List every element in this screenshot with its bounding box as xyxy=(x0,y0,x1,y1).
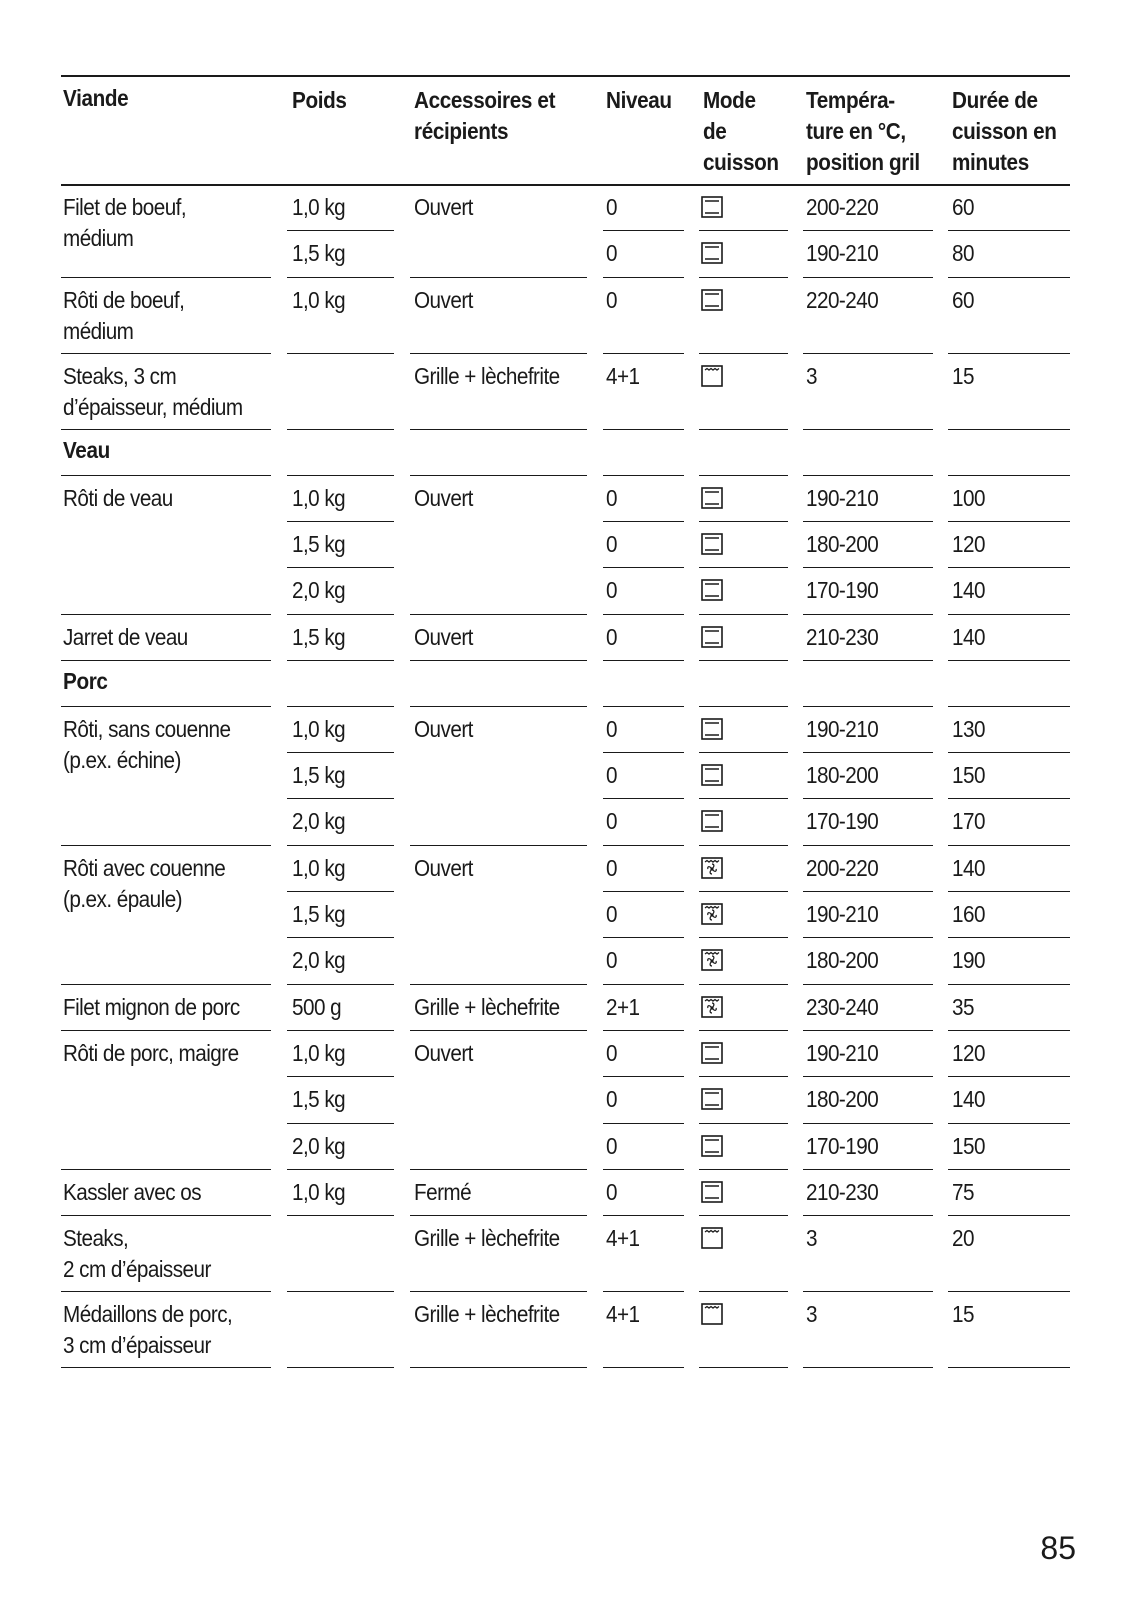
sub-row-divider xyxy=(699,1123,788,1124)
sub-row-divider xyxy=(287,521,394,522)
duration-value: 100 xyxy=(952,484,985,511)
sub-row-divider xyxy=(287,798,394,799)
food-name: médium xyxy=(63,225,134,251)
weight-value: 1,0 kg xyxy=(292,854,346,881)
header-mode: Mode xyxy=(703,87,756,113)
sub-row-divider xyxy=(287,891,394,892)
sub-row-divider xyxy=(803,937,933,938)
header-niveau: Niveau xyxy=(606,87,672,113)
section-divider xyxy=(948,706,1070,707)
temperature-value: 3 xyxy=(806,1225,817,1252)
temperature-value: 220-240 xyxy=(806,286,879,313)
temperature-value: 190-210 xyxy=(806,715,879,742)
section-divider xyxy=(410,475,587,476)
duration-value: 120 xyxy=(952,530,985,557)
weight-value: 1,5 kg xyxy=(292,901,346,927)
sub-row-divider xyxy=(803,1123,933,1124)
sub-row-divider xyxy=(287,1076,394,1077)
duration-value: 15 xyxy=(952,1301,974,1328)
row-divider xyxy=(948,277,1070,278)
fan-grill-icon xyxy=(701,857,723,879)
sub-row-divider xyxy=(803,567,933,568)
temperature-value: 170-190 xyxy=(806,808,879,835)
sub-row-divider xyxy=(699,937,788,938)
section-divider xyxy=(803,706,933,707)
sub-row-divider xyxy=(948,230,1070,231)
food-name: Filet mignon de porc xyxy=(63,993,240,1020)
row-divider xyxy=(410,660,587,661)
sub-row-divider xyxy=(948,891,1070,892)
food-name: d’épaisseur, médium xyxy=(63,393,243,420)
temperature-value: 190-210 xyxy=(806,1039,879,1066)
section-divider xyxy=(699,475,788,476)
row-divider xyxy=(287,353,394,354)
row-divider xyxy=(287,845,394,846)
row-divider xyxy=(603,1291,684,1292)
food-name: Rôti, sans couenne xyxy=(63,715,231,742)
conventional-heat-icon xyxy=(701,242,723,264)
sub-row-divider xyxy=(603,230,684,231)
level-value: 0 xyxy=(606,808,617,835)
weight-value: 1,5 kg xyxy=(292,1086,346,1113)
section-divider xyxy=(61,475,271,476)
row-divider xyxy=(410,1367,587,1368)
duration-value: 140 xyxy=(952,577,985,604)
section-divider xyxy=(603,475,684,476)
row-divider xyxy=(287,614,394,615)
weight-value: 1,5 kg xyxy=(292,623,346,650)
row-divider xyxy=(803,1030,933,1031)
temperature-value: 200-220 xyxy=(806,854,879,881)
sub-row-divider xyxy=(603,1076,684,1077)
section-label: Veau xyxy=(63,436,110,463)
accessory-value: Grille + lèchefrite xyxy=(414,993,560,1020)
conventional-heat-icon xyxy=(701,626,723,648)
level-value: 0 xyxy=(606,577,617,604)
duration-value: 140 xyxy=(952,623,985,650)
food-name: Steaks, 3 cm xyxy=(63,362,177,389)
temperature-value: 180-200 xyxy=(806,947,879,974)
temperature-value: 230-240 xyxy=(806,993,879,1020)
header-accessoires: Accessoires et xyxy=(414,87,556,113)
row-divider xyxy=(948,1367,1070,1368)
weight-value: 500 g xyxy=(292,993,342,1020)
row-divider xyxy=(699,277,788,278)
section-divider xyxy=(61,706,271,707)
row-divider xyxy=(948,1215,1070,1216)
row-divider xyxy=(699,1367,788,1368)
fan-grill-icon xyxy=(701,996,723,1018)
header-mode: de xyxy=(703,118,727,144)
row-divider xyxy=(948,660,1070,661)
header-temperature: Tempéra- xyxy=(806,87,895,113)
food-name: Rôti de porc, maigre xyxy=(63,1039,239,1066)
conventional-heat-icon xyxy=(701,289,723,311)
row-divider xyxy=(803,660,933,661)
temperature-value: 200-220 xyxy=(806,194,879,220)
row-divider xyxy=(948,984,1070,985)
row-divider xyxy=(61,1169,271,1170)
level-value: 4+1 xyxy=(606,1225,640,1252)
header-duree: cuisson en xyxy=(952,118,1057,144)
row-divider xyxy=(803,984,933,985)
section-divider xyxy=(287,706,394,707)
temperature-value: 170-190 xyxy=(806,1132,879,1159)
row-divider xyxy=(699,614,788,615)
food-name: (p.ex. échine) xyxy=(63,746,181,773)
row-divider xyxy=(948,1291,1070,1292)
row-divider xyxy=(603,845,684,846)
header-poids: Poids xyxy=(292,87,347,113)
row-divider xyxy=(603,984,684,985)
temperature-value: 190-210 xyxy=(806,240,879,267)
duration-value: 140 xyxy=(952,854,985,881)
sub-row-divider xyxy=(699,1076,788,1077)
row-divider xyxy=(603,277,684,278)
level-value: 0 xyxy=(606,623,617,650)
temperature-value: 180-200 xyxy=(806,762,879,789)
sub-row-divider xyxy=(948,937,1070,938)
row-divider xyxy=(61,614,271,615)
sub-row-divider xyxy=(803,1076,933,1077)
header-temperature: position gril xyxy=(806,149,920,175)
row-divider xyxy=(699,1030,788,1031)
row-divider xyxy=(699,429,788,430)
level-value: 4+1 xyxy=(606,1301,640,1328)
row-divider xyxy=(603,1367,684,1368)
header-duree: Durée de xyxy=(952,87,1038,113)
row-divider xyxy=(803,353,933,354)
weight-value: 2,0 kg xyxy=(292,1132,346,1159)
sub-row-divider xyxy=(603,567,684,568)
sub-row-divider xyxy=(699,521,788,522)
accessory-value: Ouvert xyxy=(414,484,473,511)
sub-row-divider xyxy=(948,1076,1070,1077)
duration-value: 120 xyxy=(952,1039,985,1066)
row-divider xyxy=(410,429,587,430)
duration-value: 160 xyxy=(952,901,985,927)
header-accessoires: récipients xyxy=(414,118,509,144)
row-divider xyxy=(287,1169,394,1170)
level-value: 0 xyxy=(606,240,617,267)
row-divider xyxy=(603,429,684,430)
temperature-value: 3 xyxy=(806,1301,817,1328)
row-divider xyxy=(61,660,271,661)
row-divider xyxy=(803,1291,933,1292)
temperature-value: 190-210 xyxy=(806,484,879,511)
sub-row-divider xyxy=(803,752,933,753)
temperature-value: 180-200 xyxy=(806,1086,879,1113)
food-name: Rôti de boeuf, xyxy=(63,286,185,313)
header-duree: minutes xyxy=(952,149,1029,175)
accessory-value: Grille + lèchefrite xyxy=(414,362,560,389)
header-viande: Viande xyxy=(63,85,129,111)
row-divider xyxy=(948,614,1070,615)
row-divider xyxy=(948,1169,1070,1170)
level-value: 0 xyxy=(606,854,617,881)
level-value: 0 xyxy=(606,1086,617,1113)
row-divider xyxy=(948,1030,1070,1031)
fan-grill-icon xyxy=(701,949,723,971)
conventional-heat-icon xyxy=(701,579,723,601)
row-divider xyxy=(410,1030,587,1031)
section-divider xyxy=(803,475,933,476)
row-divider xyxy=(287,1215,394,1216)
accessory-value: Fermé xyxy=(414,1178,472,1205)
level-value: 2+1 xyxy=(606,993,640,1020)
sub-row-divider xyxy=(699,567,788,568)
accessory-value: Ouvert xyxy=(414,286,473,313)
sub-row-divider xyxy=(948,1123,1070,1124)
grill-icon xyxy=(701,365,723,387)
duration-value: 15 xyxy=(952,362,974,389)
food-name: Rôti avec couenne xyxy=(63,854,226,881)
weight-value: 1,0 kg xyxy=(292,286,346,313)
row-divider xyxy=(61,845,271,846)
food-name: 3 cm d’épaisseur xyxy=(63,1332,211,1359)
sub-row-divider xyxy=(803,521,933,522)
row-divider xyxy=(699,660,788,661)
weight-value: 1,0 kg xyxy=(292,484,346,511)
conventional-heat-icon xyxy=(701,196,723,218)
row-divider xyxy=(61,353,271,354)
row-divider xyxy=(287,984,394,985)
row-divider xyxy=(803,1367,933,1368)
grill-icon xyxy=(701,1227,723,1249)
sub-row-divider xyxy=(603,798,684,799)
row-divider xyxy=(803,429,933,430)
sub-row-divider xyxy=(603,1123,684,1124)
duration-value: 150 xyxy=(952,1132,985,1159)
section-divider xyxy=(699,706,788,707)
sub-row-divider xyxy=(287,937,394,938)
conventional-heat-icon xyxy=(701,533,723,555)
temperature-value: 210-230 xyxy=(806,623,879,650)
food-name: 2 cm d’épaisseur xyxy=(63,1256,211,1283)
section-divider xyxy=(603,706,684,707)
level-value: 4+1 xyxy=(606,362,640,389)
sub-row-divider xyxy=(603,891,684,892)
accessory-value: Grille + lèchefrite xyxy=(414,1225,560,1252)
row-divider xyxy=(699,984,788,985)
weight-value: 1,0 kg xyxy=(292,1178,346,1205)
header-mode: cuisson xyxy=(703,149,779,175)
level-value: 0 xyxy=(606,762,617,789)
weight-value: 2,0 kg xyxy=(292,808,346,835)
weight-value: 1,0 kg xyxy=(292,1039,346,1066)
row-divider xyxy=(699,1215,788,1216)
row-divider xyxy=(603,1215,684,1216)
weight-value: 1,5 kg xyxy=(292,530,346,557)
row-divider xyxy=(603,353,684,354)
level-value: 0 xyxy=(606,530,617,557)
row-divider xyxy=(603,660,684,661)
section-label: Porc xyxy=(63,667,108,694)
temperature-value: 190-210 xyxy=(806,901,879,927)
weight-value: 1,5 kg xyxy=(292,240,346,267)
row-divider xyxy=(287,277,394,278)
row-divider xyxy=(61,1030,271,1031)
food-name: Rôti de veau xyxy=(63,484,173,511)
temperature-value: 170-190 xyxy=(806,577,879,604)
conventional-heat-icon xyxy=(701,1088,723,1110)
sub-row-divider xyxy=(699,798,788,799)
level-value: 0 xyxy=(606,947,617,974)
temperature-value: 180-200 xyxy=(806,530,879,557)
food-name: Kassler avec os xyxy=(63,1178,202,1205)
header-bottom-rule xyxy=(61,184,1070,186)
row-divider xyxy=(948,353,1070,354)
level-value: 0 xyxy=(606,286,617,313)
sub-row-divider xyxy=(699,230,788,231)
sub-row-divider xyxy=(948,567,1070,568)
row-divider xyxy=(410,1215,587,1216)
food-name: Jarret de veau xyxy=(63,623,188,650)
header-top-rule xyxy=(61,75,1070,77)
duration-value: 170 xyxy=(952,808,985,835)
fan-grill-icon xyxy=(701,903,723,925)
sub-row-divider xyxy=(287,752,394,753)
sub-row-divider xyxy=(803,891,933,892)
conventional-heat-icon xyxy=(701,1135,723,1157)
row-divider xyxy=(287,1030,394,1031)
accessory-value: Grille + lèchefrite xyxy=(414,1301,560,1328)
food-name: médium xyxy=(63,317,134,344)
duration-value: 20 xyxy=(952,1225,974,1252)
duration-value: 150 xyxy=(952,762,985,789)
row-divider xyxy=(603,614,684,615)
conventional-heat-icon xyxy=(701,1181,723,1203)
row-divider xyxy=(287,660,394,661)
accessory-value: Ouvert xyxy=(414,1039,473,1066)
row-divider xyxy=(61,1215,271,1216)
section-divider xyxy=(948,475,1070,476)
level-value: 0 xyxy=(606,715,617,742)
sub-row-divider xyxy=(948,521,1070,522)
sub-row-divider xyxy=(699,752,788,753)
temperature-value: 210-230 xyxy=(806,1178,879,1205)
row-divider xyxy=(61,429,271,430)
row-divider xyxy=(699,1291,788,1292)
row-divider xyxy=(287,1291,394,1292)
row-divider xyxy=(803,614,933,615)
row-divider xyxy=(699,1169,788,1170)
row-divider xyxy=(61,277,271,278)
row-divider xyxy=(410,277,587,278)
food-name: (p.ex. épaule) xyxy=(63,885,183,912)
level-value: 0 xyxy=(606,484,617,511)
duration-value: 35 xyxy=(952,993,974,1020)
page-number: 85 xyxy=(1040,1530,1076,1566)
food-name: Filet de boeuf, xyxy=(63,194,187,220)
row-divider xyxy=(803,277,933,278)
section-divider xyxy=(287,475,394,476)
duration-value: 60 xyxy=(952,286,974,313)
row-divider xyxy=(410,845,587,846)
row-divider xyxy=(410,614,587,615)
row-divider xyxy=(603,1030,684,1031)
sub-row-divider xyxy=(603,752,684,753)
duration-value: 60 xyxy=(952,194,974,220)
accessory-value: Ouvert xyxy=(414,715,473,742)
header-temperature: ture en °C, xyxy=(806,118,906,144)
section-divider xyxy=(410,706,587,707)
row-divider xyxy=(61,984,271,985)
food-name: Steaks, xyxy=(63,1225,129,1252)
row-divider xyxy=(410,1291,587,1292)
row-divider xyxy=(948,845,1070,846)
level-value: 0 xyxy=(606,1132,617,1159)
duration-value: 190 xyxy=(952,947,985,974)
row-divider xyxy=(803,845,933,846)
sub-row-divider xyxy=(948,798,1070,799)
row-divider xyxy=(803,1215,933,1216)
duration-value: 80 xyxy=(952,240,974,267)
row-divider xyxy=(948,429,1070,430)
sub-row-divider xyxy=(603,521,684,522)
row-divider xyxy=(61,1291,271,1292)
weight-value: 2,0 kg xyxy=(292,577,346,604)
duration-value: 140 xyxy=(952,1086,985,1113)
sub-row-divider xyxy=(603,937,684,938)
level-value: 0 xyxy=(606,1039,617,1066)
conventional-heat-icon xyxy=(701,718,723,740)
sub-row-divider xyxy=(699,891,788,892)
level-value: 0 xyxy=(606,194,617,220)
sub-row-divider xyxy=(803,798,933,799)
accessory-value: Ouvert xyxy=(414,854,473,881)
row-divider xyxy=(603,1169,684,1170)
row-divider xyxy=(699,845,788,846)
duration-value: 75 xyxy=(952,1178,974,1205)
sub-row-divider xyxy=(948,752,1070,753)
level-value: 0 xyxy=(606,1178,617,1205)
row-divider xyxy=(410,353,587,354)
weight-value: 1,0 kg xyxy=(292,715,346,742)
sub-row-divider xyxy=(287,1123,394,1124)
conventional-heat-icon xyxy=(701,487,723,509)
row-divider xyxy=(287,429,394,430)
weight-value: 1,5 kg xyxy=(292,762,346,789)
accessory-value: Ouvert xyxy=(414,623,473,650)
weight-value: 1,0 kg xyxy=(292,194,346,220)
accessory-value: Ouvert xyxy=(414,194,473,220)
row-divider xyxy=(287,1367,394,1368)
weight-value: 2,0 kg xyxy=(292,947,346,974)
sub-row-divider xyxy=(287,567,394,568)
row-divider xyxy=(410,984,587,985)
row-divider xyxy=(803,1169,933,1170)
conventional-heat-icon xyxy=(701,1042,723,1064)
sub-row-divider xyxy=(803,230,933,231)
row-divider xyxy=(410,1169,587,1170)
conventional-heat-icon xyxy=(701,810,723,832)
temperature-value: 3 xyxy=(806,362,817,389)
level-value: 0 xyxy=(606,901,617,927)
conventional-heat-icon xyxy=(701,764,723,786)
food-name: Médaillons de porc, xyxy=(63,1301,233,1328)
row-divider xyxy=(61,1367,271,1368)
duration-value: 130 xyxy=(952,715,985,742)
row-divider xyxy=(699,353,788,354)
grill-icon xyxy=(701,1303,723,1325)
sub-row-divider xyxy=(287,230,394,231)
